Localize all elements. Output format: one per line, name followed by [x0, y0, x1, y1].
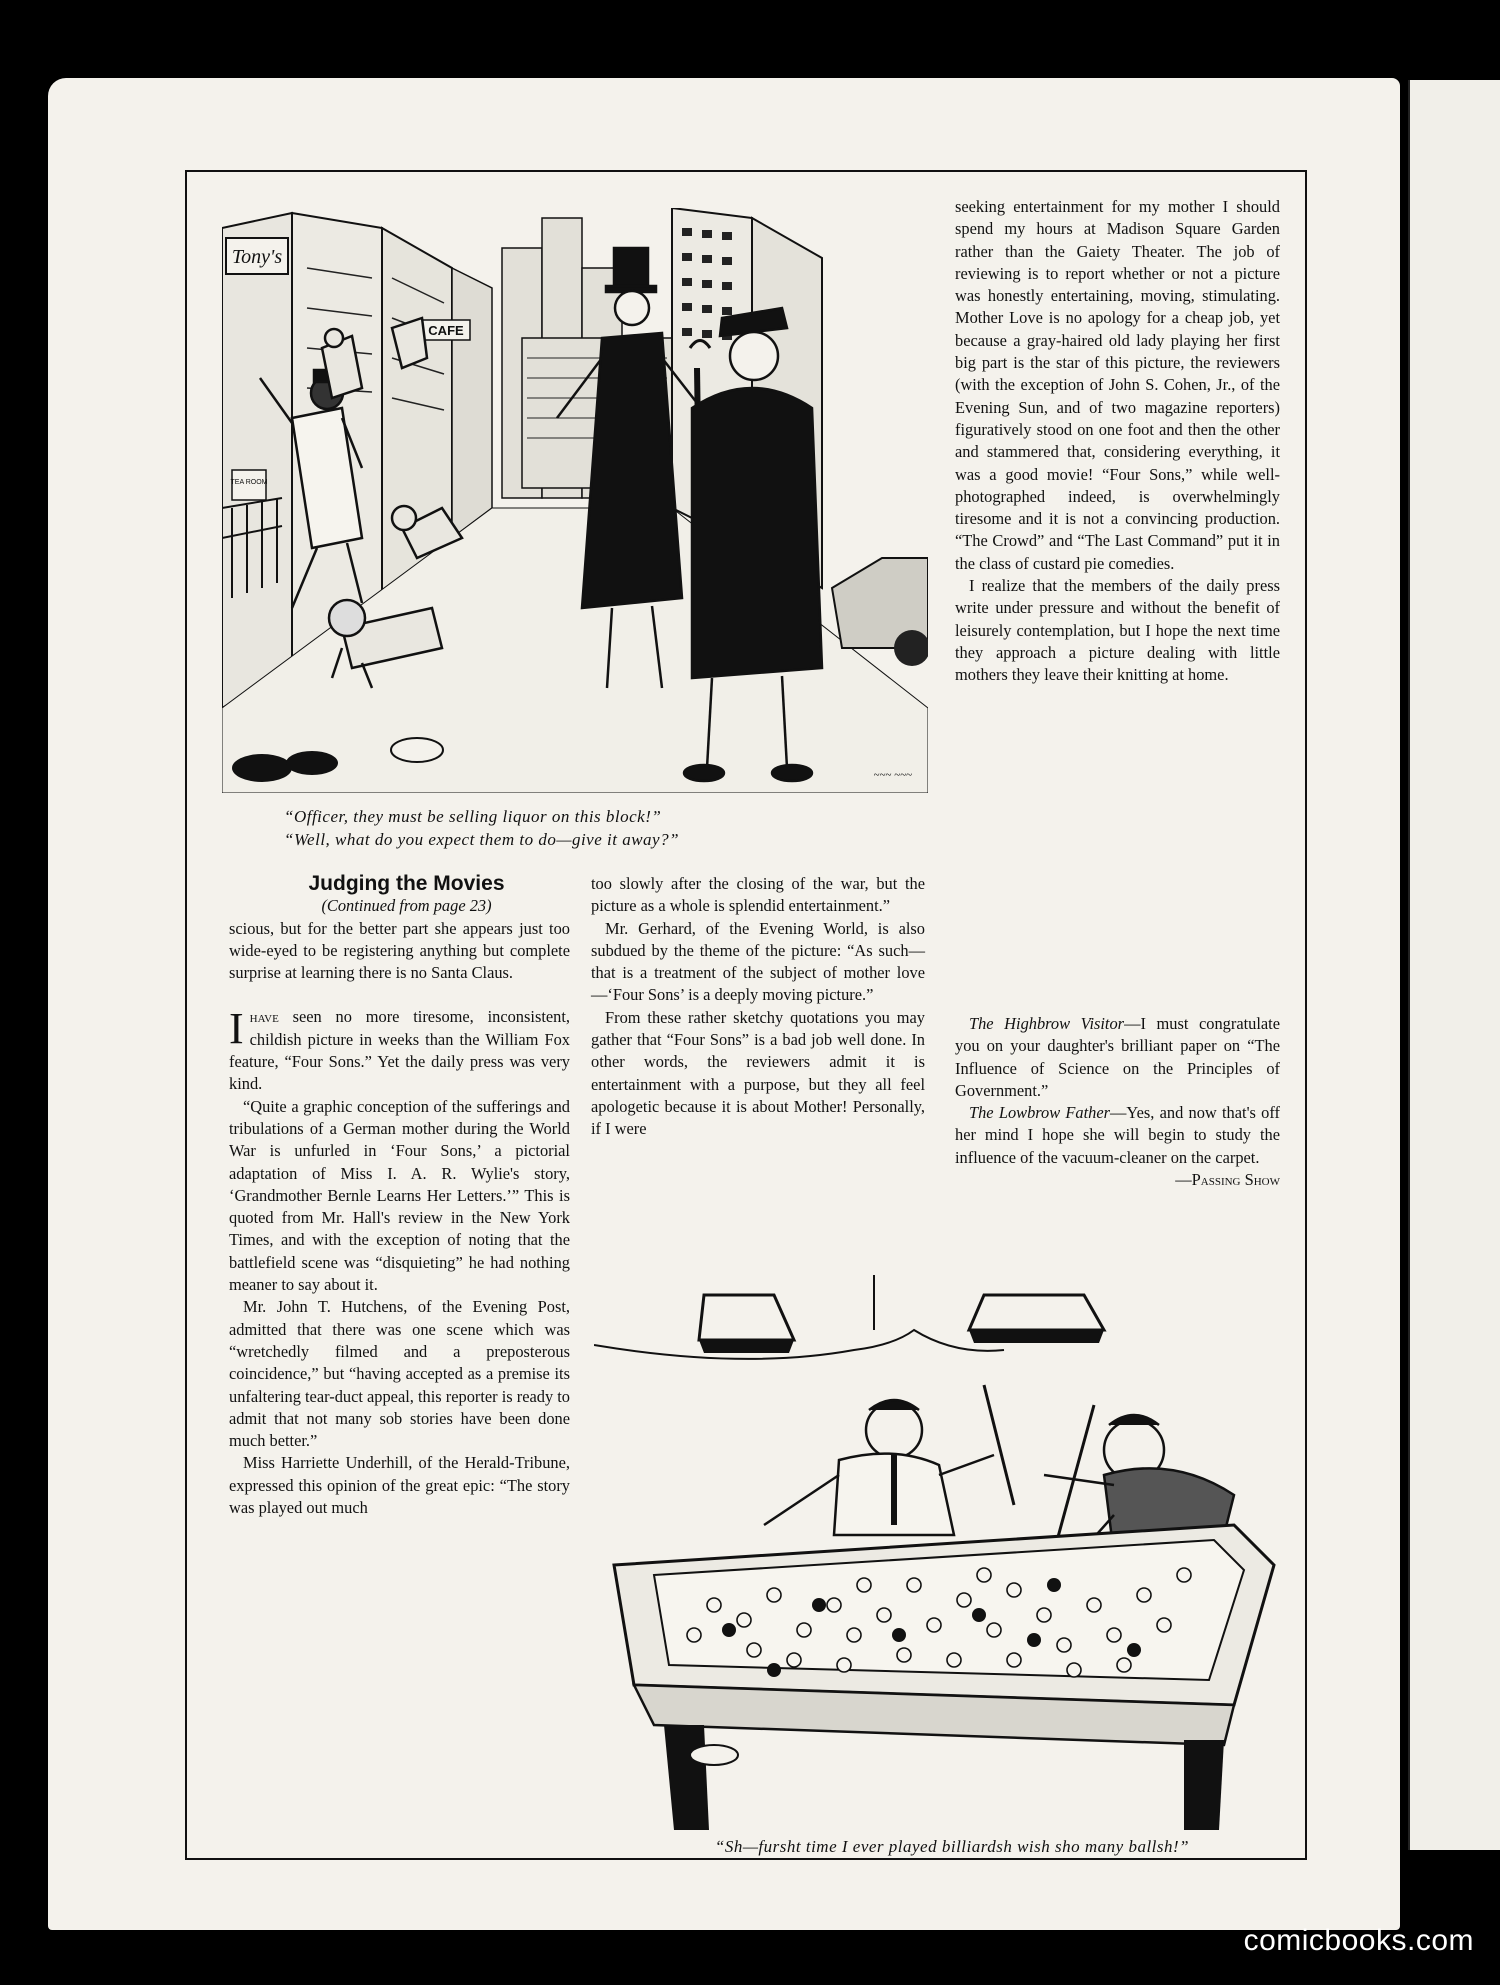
article-column-2 — [591, 873, 925, 1141]
joke-text: —Yes, and now that's off her mind I hope she will begin to study the influence of the vacuum-cleaner on the carpet. — [955, 1103, 1280, 1167]
paragraph: scious, but for the better part she appears just too wide-eyed to be registering anything but complete surprise at learning there is no Santa Claus. — [229, 918, 570, 983]
facing-page-edge — [1408, 80, 1500, 1850]
lead-word: have — [249, 1007, 279, 1027]
top-cartoon-caption — [284, 805, 884, 851]
article-headline: Judging the Movies — [308, 872, 505, 895]
billiards-cartoon — [594, 1275, 1294, 1830]
joke-line — [955, 1013, 1280, 1102]
paragraph-text: seen no more tiresome, inconsistent, childish picture in weeks than the William Fox feature, “Four Sons.” Yet the daily press was very kind. — [229, 1007, 570, 1094]
caption-line-2: “Well, what do you expect them to do—give it away?” — [284, 830, 680, 849]
joke-line — [955, 1102, 1280, 1169]
bottom-cartoon-caption: “Sh—fursht time I ever played billiardsh wish sho many ballsh!” — [714, 1837, 1190, 1856]
cafe-sign: CAFE — [428, 323, 464, 338]
tea-room-sign: TEA ROOM — [230, 479, 268, 486]
svg-text:~~~ ~~~: ~~~ ~~~ — [873, 769, 912, 781]
paragraph: I realize that the members of the daily press write under pressure and without the benefit of leisurely contemplation, but I hope the next time they approach a picture dealing with little mothers they leave their knitting at home. — [955, 576, 1280, 685]
joke-speaker: The Lowbrow Father — [969, 1103, 1111, 1123]
paragraph: too slowly after the closing of the war, but the picture as a whole is splendid entertainment.” — [591, 874, 925, 916]
paragraph: “Quite a graphic conception of the sufferings and tribulations of a German mother during the World War is unfurled in ‘Four Sons,’ a pictorial adaptation of Miss I. A. R. Wylie's story, ‘Grandmother Bernle Learns Her Letters.’” This is quoted from Mr. Hall's review in the New York Times, and with the exception of noting that the battlefield scene was “disquieting” he had nothing meaner to say about it. — [229, 1096, 570, 1295]
continued-from: (Continued from page 23) — [321, 896, 492, 916]
paragraph: seeking entertainment for my mother I should spend my hours at Madison Square Garden rather than the Gaiety Theater. The job of reviewing is to report whether or not a picture was honestly entertaining, moving, stimulating. Mother Love is no apology for a cheap job, yet because a gray-haired old lady playing her first big part is the star of this picture, the reviewers (with the exception of John S. Cohen, Jr., of the Evening Sun, and of two magazine reporters) figuratively stood on one foot and then the other and stammered that, considering everything, it was a good movie! “Four Sons,” while well-photographed indeed, is overwhelmingly tiresome and it is not a convincing production. “The Crowd” and “The Last Command” put it in the class of custard pie comedies. — [955, 197, 1280, 573]
joke-source: —Passing Show — [1175, 1170, 1280, 1190]
paragraph: From these rather sketchy quotations you may gather that “Four Sons” is a bad job well done. In other words, the reviewers admit it is entertainment with a purpose, but they all feel apologetic because it is about Mother! Personally, if I were — [591, 1007, 925, 1139]
site-watermark: comicbooks.com — [1243, 1924, 1474, 1957]
street-cartoon — [222, 208, 928, 793]
article-column-3 — [955, 196, 1280, 687]
paragraph: Miss Harriette Underhill, of the Herald-Tribune, expressed this opinion of the great epic: “The story was played out much — [229, 1453, 570, 1518]
paragraph: Mr. John T. Hutchens, of the Evening Post, admitted that there was one scene which was “wretchedly filmed and a preposterous coincidence,” but “having accepted as a premise its unfaltering tear-duct appeal, this reporter is ready to admit that not many sob stories have been done much better.” — [229, 1297, 571, 1451]
tonys-sign: Tony's — [231, 246, 283, 268]
drop-cap: I — [229, 1004, 244, 1054]
joke-text: —I must congratulate you on your daughter's brilliant paper on “The Influence of Science on the Principles of Government.” — [955, 1014, 1280, 1100]
joke-box — [955, 1013, 1280, 1191]
paragraph: Mr. Gerhard, of the Evening World, is also subdued by the theme of the picture: “As such—that is a treatment of the subject of mother love—‘Four Sons’ is a deeply moving picture.” — [591, 918, 925, 1005]
article-column-1 — [229, 873, 570, 1519]
joke-speaker: The Highbrow Visitor — [969, 1014, 1125, 1033]
paragraph — [229, 1006, 570, 1095]
caption-line-1: “Officer, they must be selling liquor on this block!” — [284, 807, 662, 826]
